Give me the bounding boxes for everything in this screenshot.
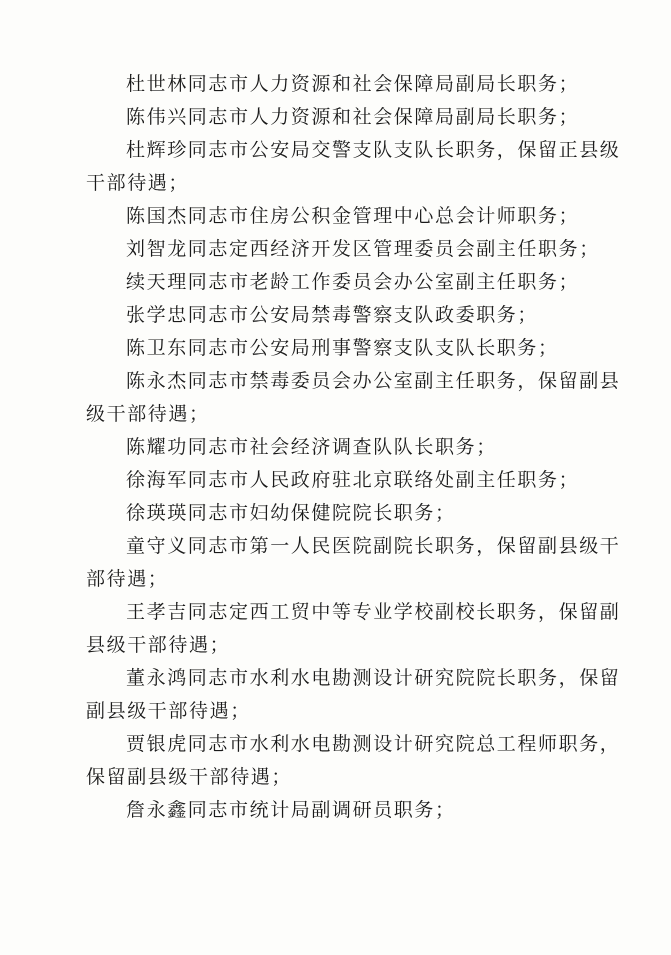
paragraph-chen-weidong: 陈卫东同志市公安局刑事警察支队支队长职务；: [126, 337, 559, 359]
paragraph-wang-xiaoji: 王孝吉同志定西工贸中等专业学校副校长职务，保留副县级干部待遇；: [86, 601, 621, 656]
paragraph-xu-tianli: 续天理同志市老龄工作委员会办公室副主任职务；: [126, 271, 580, 293]
paragraph-chen-yongjie: 陈永杰同志市禁毒委员会办公室副主任职务，保留副县级干部待遇；: [86, 370, 621, 425]
paragraph-du-shilin: 杜世林同志市人力资源和社会保障局副局长职务；: [126, 73, 580, 95]
paragraph-chen-yaogong: 陈耀功同志市社会经济调查队队长职务；: [126, 436, 497, 458]
paragraph-du-huizhen: 杜辉珍同志市公安局交警支队支队长职务，保留正县级干部待遇；: [86, 139, 621, 194]
paragraph-chen-guojie: 陈国杰同志市住房公积金管理中心总会计师职务；: [126, 205, 580, 227]
paragraph-zhang-xuezhong: 张学忠同志市公安局禁毒警察支队政委职务；: [126, 304, 539, 326]
paragraph-jia-yinhu: 贾银虎同志市水利水电勘测设计研究院总工程师职务，保留副县级干部待遇；: [86, 733, 621, 788]
paragraph-chen-weixing: 陈伟兴同志市人力资源和社会保障局副局长职务；: [126, 106, 580, 128]
paragraph-xu-haijun: 徐海军同志市人民政府驻北京联络处副主任职务；: [126, 469, 580, 491]
paragraph-zhan-yongxin: 詹永鑫同志市统计局副调研员职务；: [126, 799, 456, 821]
paragraph-tong-shouyi: 童守义同志市第一人民医院副院长职务，保留副县级干部待遇；: [86, 535, 621, 590]
paragraph-liu-zhilong: 刘智龙同志定西经济开发区管理委员会副主任职务；: [126, 238, 600, 260]
paragraph-dong-yonghong: 董永鸿同志市水利水电勘测设计研究院院长职务，保留副县级干部待遇；: [86, 667, 621, 722]
document-body: [86, 68, 636, 827]
paragraph-xu-yingying: 徐瑛瑛同志市妇幼保健院院长职务；: [126, 502, 456, 524]
